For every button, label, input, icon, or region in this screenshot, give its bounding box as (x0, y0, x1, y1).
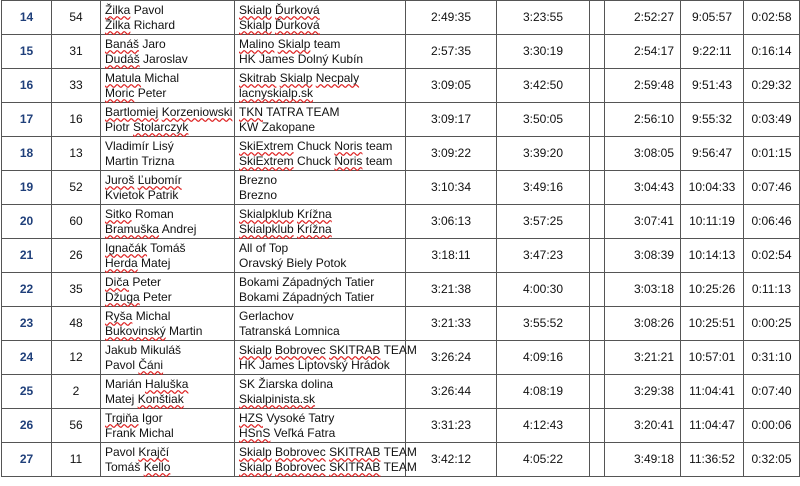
names-cell-line: Sitko Roman (105, 206, 174, 221)
leg2-time-cell: 3:42:50 (497, 69, 590, 103)
teams-cell (235, 375, 406, 409)
rank-cell: 20 (2, 205, 52, 239)
leg1-time-cell: 3:26:24 (406, 341, 497, 375)
leg1-time-cell: 3:09:05 (406, 69, 497, 103)
spellcheck-mark: Skialp (239, 2, 272, 17)
spellcheck-mark: Bobrovec (275, 444, 326, 459)
leg3-time-cell (590, 341, 605, 375)
leg2-time-cell: 3:55:52 (497, 307, 590, 341)
spellcheck-mark: Skialpklub (239, 206, 294, 221)
leg1-time-cell: 3:09:17 (406, 103, 497, 137)
table-row (2, 409, 800, 443)
spellcheck-mark: Herda (105, 255, 138, 270)
table-row (2, 239, 800, 273)
teams-cell-line: TKN TATRA TEAM (239, 104, 340, 119)
gap-time-cell: 0:16:14 (744, 35, 800, 69)
names-cell (101, 409, 235, 443)
teams-cell-line (239, 18, 401, 33)
total-time-cell: 10:11:19 (681, 205, 744, 239)
names-cell (101, 273, 235, 307)
rank-cell: 14 (2, 1, 52, 35)
teams-cell (235, 409, 406, 443)
bib-cell: 56 (52, 409, 101, 443)
spellcheck-mark: lacnyskialp.sk (239, 85, 314, 100)
spellcheck-mark: Dudáš (105, 51, 140, 66)
teams-cell (235, 35, 406, 69)
spellcheck-mark: SkiExtrem (239, 138, 294, 153)
spellcheck-mark: SkiExtrem (239, 153, 294, 168)
spellcheck-mark: Ďurková (275, 17, 320, 32)
names-cell-line (105, 104, 233, 120)
bib-cell: 16 (52, 103, 101, 137)
spellcheck-mark: Skitrab (239, 70, 277, 85)
bib-cell: 60 (52, 205, 101, 239)
teams-cell (235, 307, 406, 341)
teams-cell (235, 137, 406, 171)
leg4-time-cell: 3:49:18 (605, 443, 681, 477)
bib-cell: 2 (52, 375, 101, 409)
leg3-time-cell (590, 239, 605, 273)
spellcheck-mark: Skialpinista.sk (239, 391, 316, 406)
spellcheck-mark: Sitko (105, 206, 132, 221)
teams-cell-line (239, 3, 401, 18)
names-cell-line: Moric Peter (105, 85, 167, 100)
teams-cell (235, 69, 406, 103)
names-cell-line: Martin Trizna (105, 153, 175, 168)
rank-cell: 19 (2, 171, 52, 205)
spellcheck-mark: Krajčí (138, 444, 170, 459)
gap-time-cell: 0:01:15 (744, 137, 800, 171)
leg3-time-cell (590, 103, 605, 137)
gap-time-cell: 0:32:05 (744, 443, 800, 477)
names-cell (101, 103, 235, 137)
rank-cell: 18 (2, 137, 52, 171)
names-cell-line: Ignačák Tomáš (105, 240, 186, 255)
total-time-cell: 10:04:33 (681, 171, 744, 205)
names-cell-line: Žilka Richard (105, 17, 176, 32)
leg3-time-cell (590, 1, 605, 35)
names-cell (101, 375, 235, 409)
teams-cell-line: Brezno (239, 187, 278, 202)
leg3-time-cell (590, 171, 605, 205)
spellcheck-mark: Ľubomír (137, 172, 182, 187)
leg3-time-cell (590, 409, 605, 443)
teams-cell-line: Skialp Bobrovec SKITRAB TEAM (239, 444, 417, 459)
table-row (2, 137, 800, 171)
bib-cell: 26 (52, 239, 101, 273)
teams-cell-line: Bokami Západných Tatier (239, 274, 375, 289)
names-cell-line: Vladimír Lisý (105, 138, 174, 153)
names-cell-line: Dudáš Jaroslav (105, 51, 188, 66)
leg1-time-cell: 3:42:12 (406, 443, 497, 477)
leg2-time-cell: 3:47:23 (497, 239, 590, 273)
rank-cell: 25 (2, 375, 52, 409)
names-cell-line: Bukovinský Martin (105, 323, 203, 338)
total-time-cell: 9:05:57 (681, 1, 744, 35)
bib-cell: 31 (52, 35, 101, 69)
total-time-cell: 11:04:47 (681, 409, 744, 443)
names-cell-line: Piotr Stolarczyk (105, 119, 189, 134)
teams-cell (235, 443, 417, 477)
names-cell (101, 69, 235, 103)
bib-cell: 52 (52, 171, 101, 205)
spellcheck-mark: Moric (105, 85, 135, 100)
leg3-time-cell (590, 205, 605, 239)
spellcheck-mark: Skialp (279, 70, 313, 85)
bib-cell: 33 (52, 69, 101, 103)
leg3-time-cell (590, 35, 605, 69)
rank-cell: 16 (2, 69, 52, 103)
results-body (2, 1, 800, 477)
spellcheck-mark: HSnS (239, 425, 271, 440)
leg1-time-cell: 2:49:35 (406, 1, 497, 35)
names-cell-line: Trgiňa Igor (105, 410, 163, 425)
spellcheck-mark: Noris (334, 138, 363, 153)
names-cell (101, 137, 235, 171)
teams-cell-line (239, 207, 401, 222)
teams-cell-line: KW Zakopane (239, 119, 316, 134)
names-cell (101, 341, 235, 375)
teams-cell-line: HK James Dolný Kubín (239, 51, 364, 66)
leg1-time-cell: 3:09:22 (406, 137, 497, 171)
rank-cell: 27 (2, 443, 52, 477)
teams-cell (235, 1, 406, 35)
bib-cell: 48 (52, 307, 101, 341)
leg2-time-cell: 3:23:55 (497, 1, 590, 35)
rank-cell: 15 (2, 35, 52, 69)
gap-time-cell: 0:31:10 (744, 341, 800, 375)
names-cell-line: Kvietok Patrik (105, 187, 179, 202)
leg3-time-cell (590, 69, 605, 103)
names-cell-line: Herda Matej (105, 255, 171, 270)
spellcheck-mark: Bobrovec (275, 342, 326, 357)
total-time-cell: 10:25:51 (681, 307, 744, 341)
gap-time-cell: 0:03:49 (744, 103, 800, 137)
table-row (2, 341, 800, 375)
names-cell-line: Tomáš Kello (105, 459, 171, 474)
spellcheck-mark: Kello (143, 459, 171, 474)
leg4-time-cell: 3:04:43 (605, 171, 681, 205)
gap-time-cell: 0:29:32 (744, 69, 800, 103)
teams-cell-line: All of Top (239, 240, 289, 255)
names-cell-line: Matula Michal (105, 70, 180, 85)
names-cell-line: Pavol Čáni (105, 357, 164, 372)
names-cell (101, 35, 235, 69)
results-table (1, 0, 800, 477)
leg4-time-cell: 2:56:10 (605, 103, 681, 137)
teams-cell-line: HSnS Veľká Fatra (239, 425, 336, 440)
spellcheck-mark: Skialp (239, 459, 272, 474)
rank-cell: 17 (2, 103, 52, 137)
leg2-time-cell: 3:49:16 (497, 171, 590, 205)
spellcheck-mark: Banáš (105, 36, 140, 51)
rank-cell: 26 (2, 409, 52, 443)
names-cell-line (105, 173, 230, 188)
table-row (2, 273, 800, 307)
spellcheck-mark: Bartlomiej (105, 104, 159, 119)
names-cell-line: Marián Haluška (105, 376, 189, 391)
rank-cell: 21 (2, 239, 52, 273)
spellcheck-mark: Korzeniowski (161, 104, 233, 119)
teams-cell-line: Malino Skialp team (239, 36, 341, 51)
names-cell-line: Matej Konštiak (105, 391, 184, 406)
spellcheck-mark: Skialpklub (239, 221, 294, 236)
rank-cell: 22 (2, 273, 52, 307)
leg4-time-cell: 2:59:48 (605, 69, 681, 103)
leg4-time-cell: 3:03:18 (605, 273, 681, 307)
bib-cell: 12 (52, 341, 101, 375)
teams-cell (235, 103, 406, 137)
teams-cell-line: Skialp Bobrovec SKITRAB TEAM (239, 342, 417, 357)
teams-cell-line (239, 71, 401, 86)
leg2-time-cell: 4:09:16 (497, 341, 590, 375)
teams-cell-line: Gerlachov (239, 308, 294, 323)
leg2-time-cell: 3:57:25 (497, 205, 590, 239)
names-cell-line: Banáš Jaro (105, 36, 166, 51)
bib-cell: 13 (52, 137, 101, 171)
spellcheck-mark: Haluška (145, 376, 189, 391)
teams-cell (235, 273, 406, 307)
spellcheck-mark: Skialp (277, 36, 311, 51)
leg3-time-cell (590, 443, 605, 477)
spellcheck-mark: Skialp (239, 444, 272, 459)
names-cell-line: Frank Michal (105, 425, 174, 440)
names-cell (101, 443, 235, 477)
table-row (2, 1, 800, 35)
teams-cell-line: SkiExtrem Chuck Noris team (239, 153, 393, 168)
table-row (2, 205, 800, 239)
leg1-time-cell: 3:26:44 (406, 375, 497, 409)
names-cell-line: Ryša Michal (105, 308, 171, 323)
total-time-cell: 9:55:32 (681, 103, 744, 137)
leg4-time-cell: 3:08:26 (605, 307, 681, 341)
spellcheck-mark: Bobrovec (275, 459, 326, 474)
spellcheck-mark: SKITRAB (329, 342, 381, 357)
leg4-time-cell: 2:54:17 (605, 35, 681, 69)
table-row (2, 103, 800, 137)
spellcheck-mark: Bramuška (105, 221, 160, 236)
leg3-time-cell (590, 375, 605, 409)
spellcheck-mark: Stolarczyk (133, 119, 189, 134)
table-row (2, 375, 800, 409)
leg1-time-cell: 3:31:23 (406, 409, 497, 443)
names-cell-line: Jakub Mikuláš (105, 342, 182, 357)
leg1-time-cell: 3:21:38 (406, 273, 497, 307)
leg2-time-cell: 3:50:05 (497, 103, 590, 137)
leg2-time-cell: 3:39:20 (497, 137, 590, 171)
leg3-time-cell (590, 307, 605, 341)
teams-cell-line: Skialp Bobrovec SKITRAB TEAM (239, 459, 417, 474)
leg2-time-cell: 4:05:22 (497, 443, 590, 477)
teams-cell-line: Brezno (239, 172, 278, 187)
spellcheck-mark: SKITRAB (329, 459, 381, 474)
teams-cell-line (239, 86, 401, 101)
total-time-cell: 10:25:26 (681, 273, 744, 307)
table-row (2, 307, 800, 341)
teams-cell (235, 341, 417, 375)
bib-cell: 11 (52, 443, 101, 477)
gap-time-cell: 0:07:46 (744, 171, 800, 205)
total-time-cell: 10:57:01 (681, 341, 744, 375)
leg1-time-cell: 3:10:34 (406, 171, 497, 205)
leg4-time-cell: 3:29:38 (605, 375, 681, 409)
bib-cell: 54 (52, 1, 101, 35)
spellcheck-mark: Krížna (297, 206, 332, 221)
gap-time-cell: 0:06:46 (744, 205, 800, 239)
total-time-cell: 9:22:11 (681, 35, 744, 69)
total-time-cell: 11:36:52 (681, 443, 744, 477)
teams-cell-line: HZS Vysoké Tatry (239, 410, 335, 425)
teams-cell-line (239, 222, 401, 237)
names-cell (101, 205, 235, 239)
spellcheck-mark: HZS (239, 410, 263, 425)
gap-time-cell: 0:00:25 (744, 307, 800, 341)
gap-time-cell: 0:02:58 (744, 1, 800, 35)
leg4-time-cell: 2:52:27 (605, 1, 681, 35)
total-time-cell: 11:04:41 (681, 375, 744, 409)
leg4-time-cell: 3:07:41 (605, 205, 681, 239)
names-cell-line: Bramuška Andrej (105, 221, 197, 236)
leg3-time-cell (590, 137, 605, 171)
gap-time-cell: 0:02:54 (744, 239, 800, 273)
names-cell-line: Pavol Krajčí (105, 444, 170, 459)
spellcheck-mark: Malino (239, 36, 275, 51)
names-cell-line: Žilka Pavol (105, 2, 164, 17)
gap-time-cell: 0:11:13 (744, 273, 800, 307)
spellcheck-mark: Ryša (105, 308, 133, 323)
teams-cell-line: HK James Liptovský Hrádok (239, 357, 390, 372)
leg4-time-cell: 3:08:05 (605, 137, 681, 171)
spellcheck-mark: Matula (105, 70, 142, 85)
leg3-time-cell (590, 273, 605, 307)
rank-cell: 23 (2, 307, 52, 341)
teams-cell-line (239, 392, 401, 407)
names-cell-line: Džuga Peter (105, 289, 172, 304)
table-row (2, 171, 800, 205)
leg2-time-cell: 4:00:30 (497, 273, 590, 307)
spellcheck-mark: Ignačák (105, 240, 148, 255)
spellcheck-mark: Krížna (297, 221, 332, 236)
leg1-time-cell: 3:18:11 (406, 239, 497, 273)
teams-cell (235, 239, 406, 273)
spellcheck-mark: TKN (239, 104, 263, 119)
teams-cell (235, 205, 406, 239)
gap-time-cell: 0:07:40 (744, 375, 800, 409)
spellcheck-mark: SKITRAB (329, 444, 381, 459)
gap-time-cell: 0:00:06 (744, 409, 800, 443)
leg4-time-cell: 3:21:21 (605, 341, 681, 375)
table-row (2, 69, 800, 103)
names-cell (101, 1, 235, 35)
names-cell (101, 307, 235, 341)
total-time-cell: 9:56:47 (681, 137, 744, 171)
teams-cell-line: Tatranská Lomnica (239, 323, 340, 338)
leg4-time-cell: 3:20:41 (605, 409, 681, 443)
spellcheck-mark: Bukovinský (105, 323, 166, 338)
spellcheck-mark: Konštiak (137, 391, 184, 406)
teams-cell-line: Oravský Biely Potok (239, 255, 347, 270)
spellcheck-mark: Čáni (138, 357, 164, 372)
spellcheck-mark: Juroš (105, 172, 135, 187)
rank-cell: 24 (2, 341, 52, 375)
teams-cell-line: Bokami Západných Tatier (239, 289, 375, 304)
spellcheck-mark: Žilka (105, 2, 131, 17)
names-cell (101, 239, 235, 273)
spellcheck-mark: Žilka (105, 17, 131, 32)
spellcheck-mark: Ďurková (275, 2, 320, 17)
leg1-time-cell: 2:57:35 (406, 35, 497, 69)
bib-cell: 35 (52, 273, 101, 307)
total-time-cell: 9:51:43 (681, 69, 744, 103)
teams-cell-line: SK Žiarska dolina (239, 376, 334, 391)
spellcheck-mark: Skialp (239, 342, 272, 357)
spellcheck-mark: Necpaly (315, 70, 360, 85)
teams-cell-line: SkiExtrem Chuck Noris team (239, 138, 393, 153)
total-time-cell: 10:14:13 (681, 239, 744, 273)
spellcheck-mark: Džuga (105, 289, 140, 304)
leg4-time-cell: 3:08:39 (605, 239, 681, 273)
leg2-time-cell: 4:12:43 (497, 409, 590, 443)
spellcheck-mark: Diča (105, 274, 130, 289)
leg1-time-cell: 3:06:13 (406, 205, 497, 239)
leg2-time-cell: 3:30:19 (497, 35, 590, 69)
names-cell (101, 171, 235, 205)
table-row (2, 35, 800, 69)
spellcheck-mark: Trgiňa (105, 410, 139, 425)
leg2-time-cell: 4:08:19 (497, 375, 590, 409)
spellcheck-mark: Noris (334, 153, 363, 168)
names-cell-line: Diča Peter (105, 274, 162, 289)
leg1-time-cell: 3:21:33 (406, 307, 497, 341)
spellcheck-mark: Skialp (239, 17, 272, 32)
table-row (2, 443, 800, 477)
teams-cell (235, 171, 406, 205)
